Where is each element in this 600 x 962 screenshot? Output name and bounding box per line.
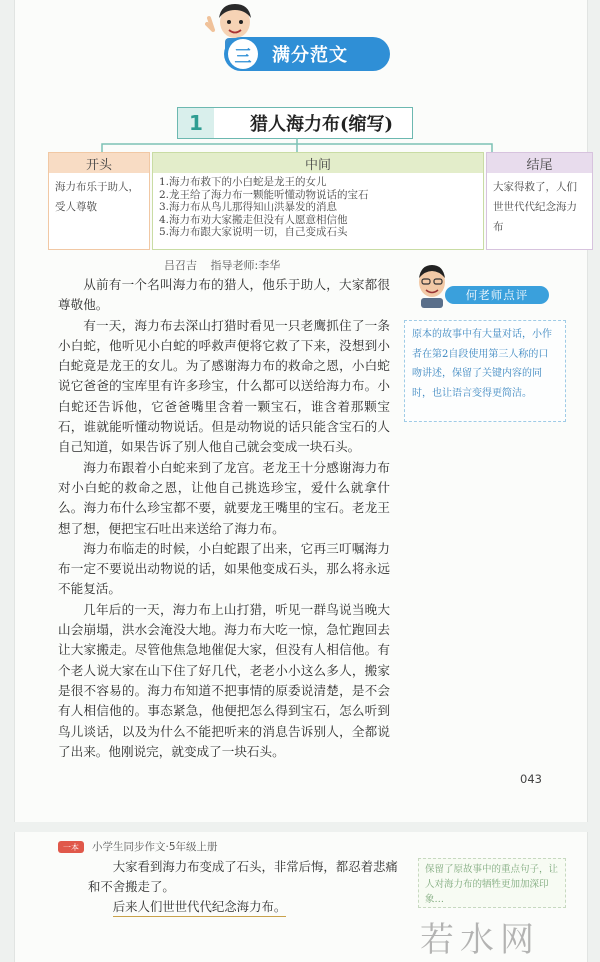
- article-number: 1: [178, 108, 214, 138]
- outline-start-text: 海力布乐于助人，受人尊敬: [55, 181, 139, 213]
- outline-middle: [152, 152, 484, 250]
- essay-paragraph: 海力布临走的时候，小白蛇跟了出来，它再三叮嘱海力布一定不要说出动物说的话，如果他变成石头，那么将永远不能复活。: [58, 540, 390, 597]
- outline-middle-item: 2.龙王给了海力布一颗能听懂动物说话的宝石: [159, 188, 369, 201]
- outline-start: [48, 152, 150, 250]
- essay-paragraph: 从前有一个名叫海力布的猎人，他乐于助人，大家都很尊敬他。: [58, 277, 390, 313]
- next-page-body: [88, 857, 408, 917]
- section-banner: [224, 37, 390, 71]
- author-name: 吕召吉: [164, 259, 197, 272]
- teacher-comment-box: 原本的故事中有大量对话，小作者在第2自段使用第三人称的口吻讲述，保留了关键内容的同时，也让语言变得更简洁。: [404, 320, 566, 422]
- page-number: 043: [520, 772, 542, 786]
- outline-middle-item: 1.海力布救下的小白蛇是龙王的女儿: [159, 176, 327, 188]
- essay-paragraph: 海力布跟着小白蛇来到了龙宫。老龙王十分感谢海力布对小白蛇的救命之恩，让他自己挑选珍宝，爱什么就拿什么。海力布什么珍宝都不要，就要龙王嘴里的宝石。老龙王想了想，便把宝石吐出来送给了海力布。: [58, 459, 390, 536]
- outline-middle-heading: 中间: [153, 153, 483, 173]
- essay-paragraph: 大家看到海力布变成了石头，非常后悔，都忍着悲痛和不舍搬走了。: [88, 859, 398, 894]
- outline-middle-item: 5.海力布跟大家说明一切，自己变成石头: [159, 226, 348, 238]
- book-running-header: 小学生同步作文·5年级上册: [92, 841, 218, 853]
- site-watermark: 若水网: [420, 920, 540, 960]
- outline-end-heading: 结尾: [487, 153, 592, 173]
- article-title: 猎人海力布(缩写): [250, 114, 394, 135]
- outline-start-heading: 开头: [49, 153, 149, 173]
- teacher-name: 指导老师:李华: [210, 259, 281, 272]
- essay-body: [58, 275, 390, 762]
- outline-middle-item: 4.海力布劝大家搬走但没有人愿意相信他: [159, 213, 348, 226]
- outline-end: [486, 152, 593, 250]
- section-title: 满分范文: [272, 45, 348, 66]
- teacher-avatar-icon: [413, 262, 451, 308]
- essay-paragraph: 有一天，海力布去深山打猎时看见一只老鹰抓住了一条小白蛇，他听见小白蛇的呼救声便将它救了下来，没想到小白蛇竟是龙王的女儿。为了感谢海力布的救命之恩，小白蛇说它爸爸的宝库里有许多珍宝，什么都可以送给海力布。小白蛇还告诉他，它爸爸嘴里含着一颗宝石，谁含着那颗宝石，谁就能听懂动物说话。但是动物说的话只能含宝石的人自己知道，如果告诉了别人他自己就会变成一块石头。: [58, 317, 390, 455]
- teacher-comment-header: [405, 262, 565, 308]
- outline-middle-list: [153, 173, 483, 242]
- essay-closing: [88, 897, 408, 917]
- essay-paragraph: 几年后的一天，海力布上山打猎，听见一群鸟说当晚大山会崩塌，洪水会淹没大地。海力布大吃一惊，急忙跑回去让大家搬走。尽管他焦急地催促大家，但没有人相信他。有个老人说大家在山下住了好几代，老老小小这么多人，搬家是很不容易的。海力布知道不把事情的原委说清楚，是不会有人相信他的。事态紧急，他便把怎么得到宝石，怎么听到鸟儿谈话，以及为什么不能把听来的消息告诉别人，全都说了出来。他刚说完，就变成了一块石头。: [58, 601, 390, 759]
- outline-table: [48, 152, 577, 248]
- author-line: [164, 257, 290, 273]
- outline-end-text: 大家得救了，人们世世代代纪念海力布: [493, 181, 577, 233]
- teacher-comment-label: 何老师点评: [445, 286, 549, 304]
- closing-sentence: 后来人们世世代代纪念海力布。: [113, 898, 286, 917]
- section-number: 三: [228, 39, 258, 69]
- next-page-comment-box: 保留了原故事中的重点句子，让人对海力布的牺牲更加加深印象…: [418, 858, 566, 908]
- article-title-bar: [177, 107, 413, 139]
- series-badge: 一本: [58, 841, 84, 853]
- outline-middle-item: 3.海力布从鸟儿那得知山洪暴发的消息: [159, 201, 338, 213]
